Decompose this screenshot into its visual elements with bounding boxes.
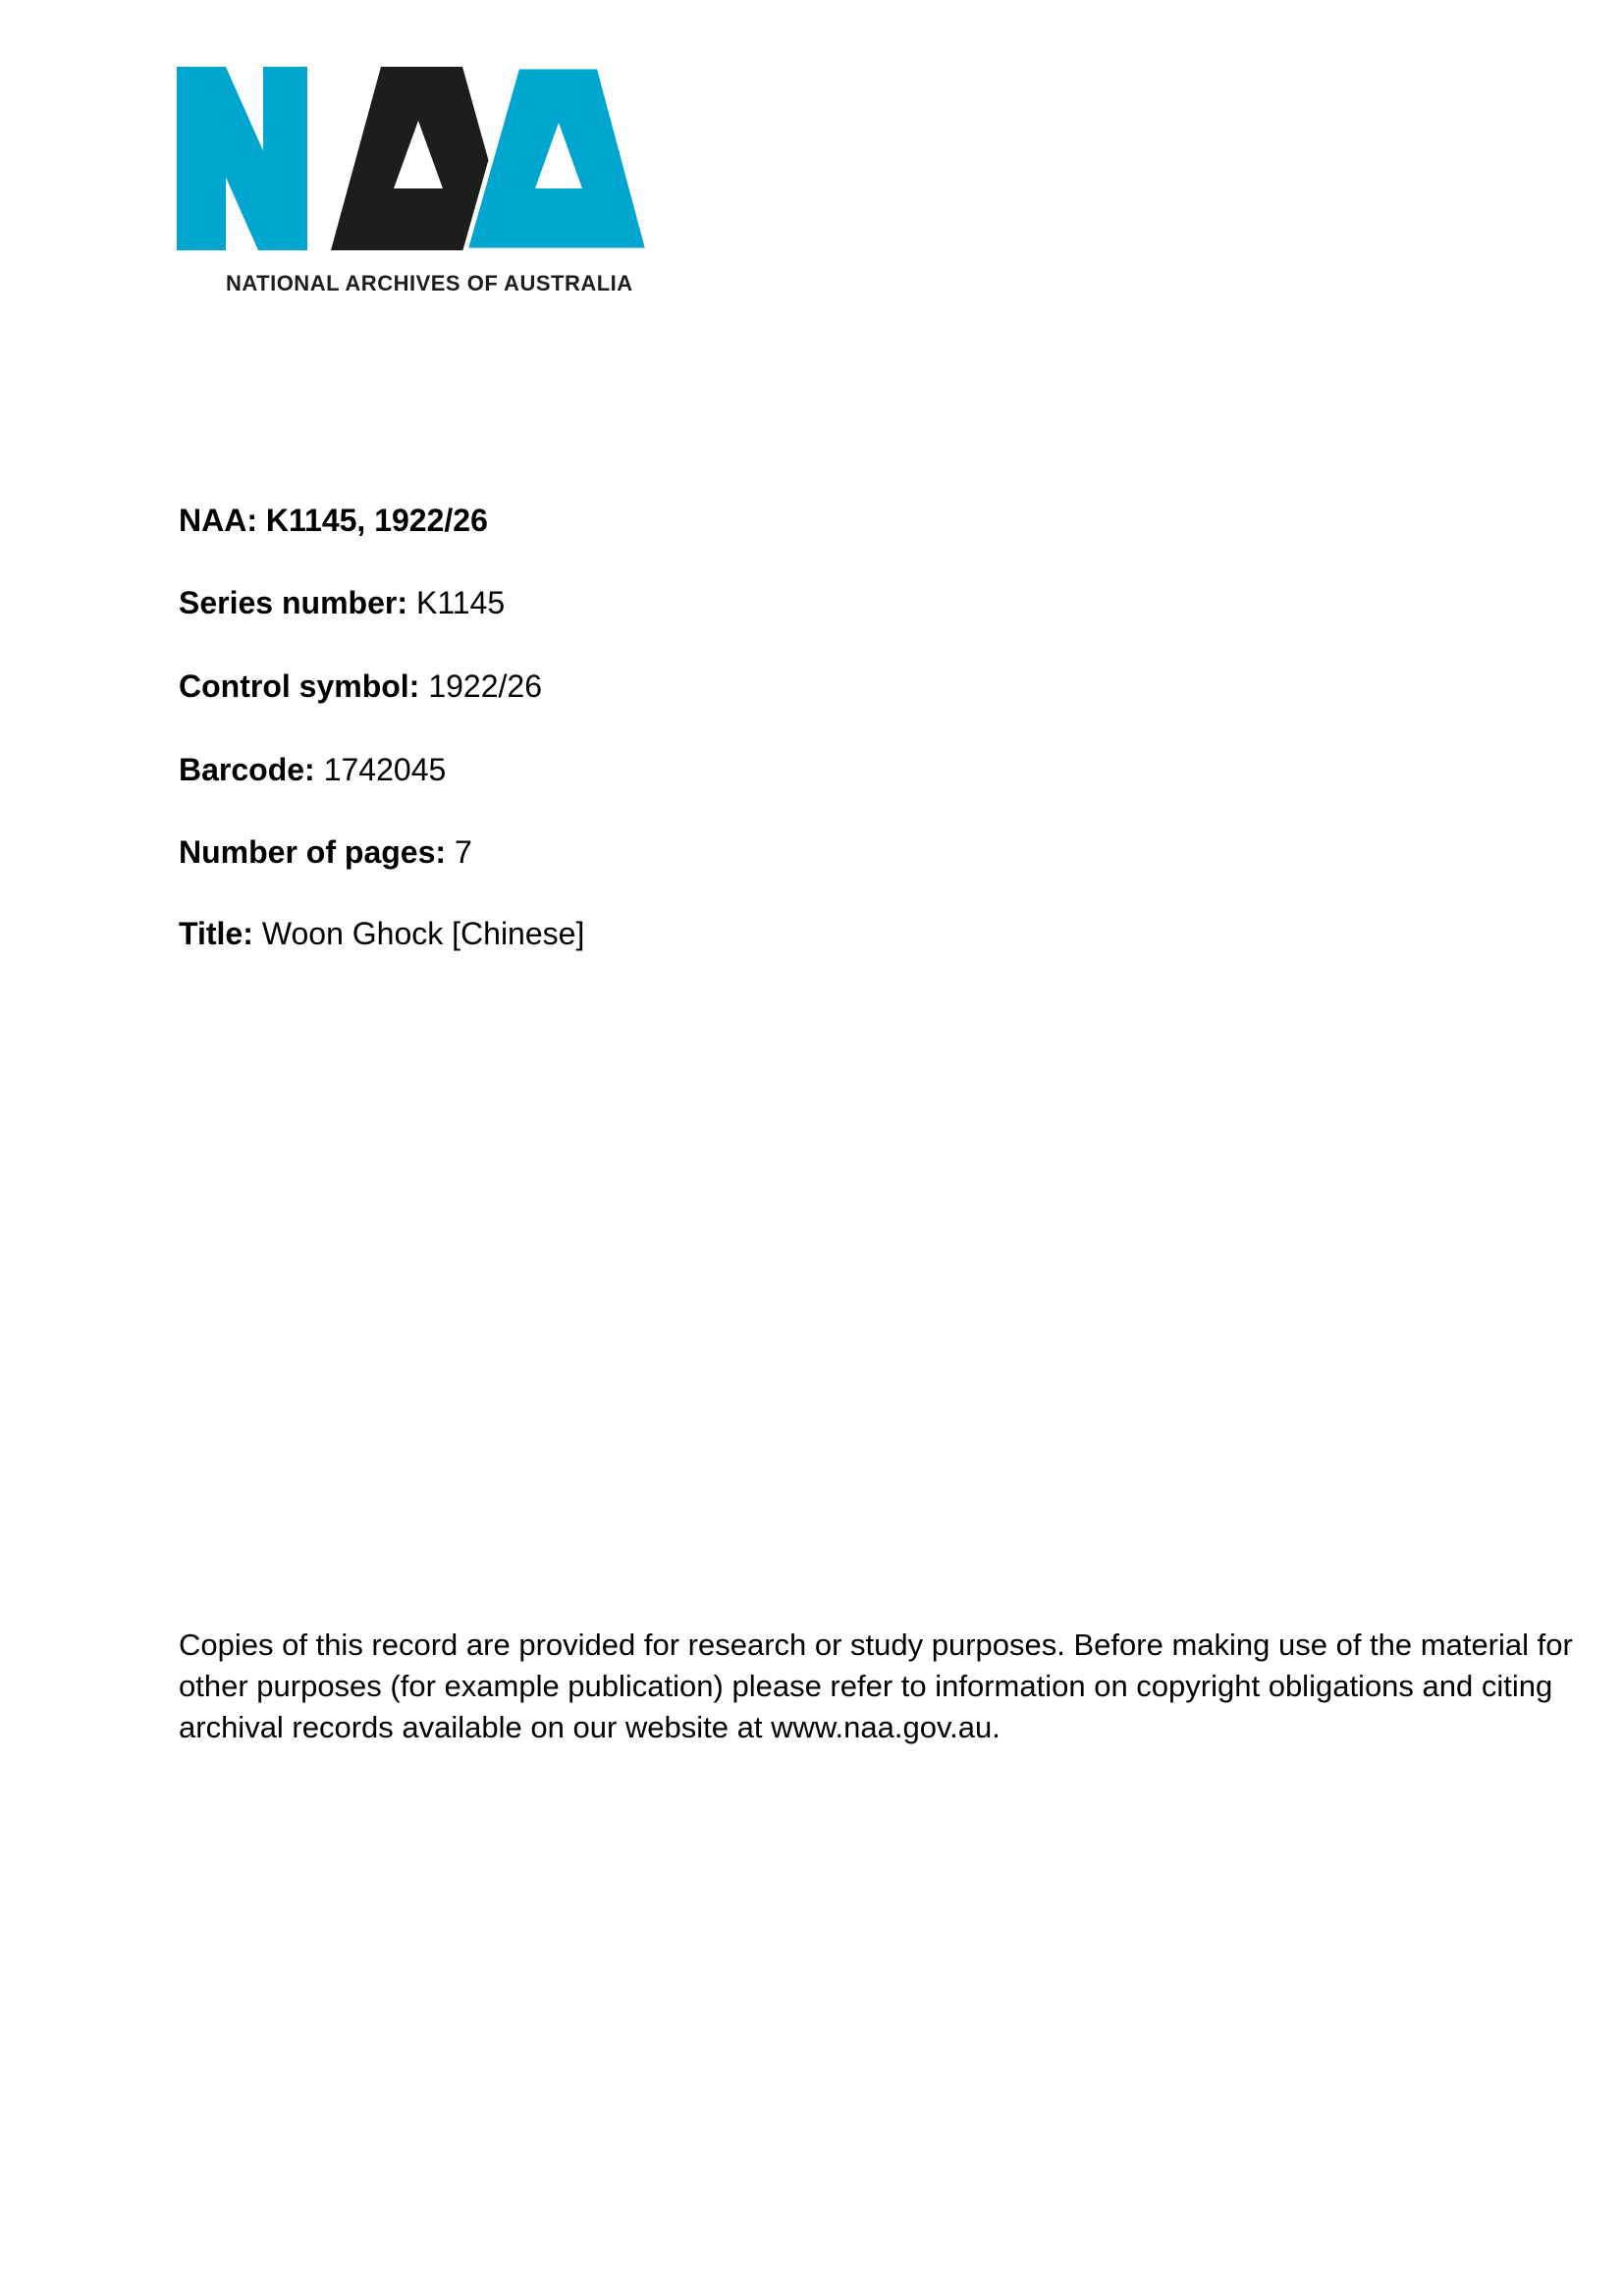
- field-label: Title:: [179, 916, 253, 951]
- field-label: Series number:: [179, 585, 407, 620]
- copyright-line: Copies of this record are provided for research or study purposes. Before making use of the material for: [179, 1628, 1573, 1662]
- field-label: Number of pages:: [179, 834, 447, 870]
- logo-letter-a-cyan-icon: [465, 67, 648, 250]
- field-label: Control symbol:: [179, 668, 420, 704]
- field-value: 1922/26: [428, 668, 542, 704]
- field-value: K1145: [415, 585, 506, 620]
- field-title: [179, 916, 584, 952]
- field-value: Woon Ghock [Chinese]: [261, 916, 585, 951]
- field-control-symbol: [179, 668, 542, 705]
- logo-letter-n-icon: [177, 67, 307, 250]
- field-barcode: [179, 752, 446, 788]
- copyright-line: archival records available on our website at www.naa.gov.au.: [179, 1710, 1001, 1744]
- field-value: 7: [455, 834, 472, 870]
- field-number-of-pages: [179, 834, 472, 871]
- field-label: Barcode:: [179, 752, 315, 787]
- record-heading: NAA: K1145, 1922/26: [179, 503, 488, 538]
- copyright-line: other purposes (for example publication) please refer to information on copyright obligations and citing: [179, 1669, 1553, 1703]
- field-value: 1742045: [323, 752, 447, 787]
- copyright-notice: [179, 1625, 1573, 1748]
- logo-caption: NATIONAL ARCHIVES OF AUSTRALIA: [226, 271, 633, 295]
- naa-logo: [177, 67, 650, 250]
- field-series-number: [179, 585, 505, 621]
